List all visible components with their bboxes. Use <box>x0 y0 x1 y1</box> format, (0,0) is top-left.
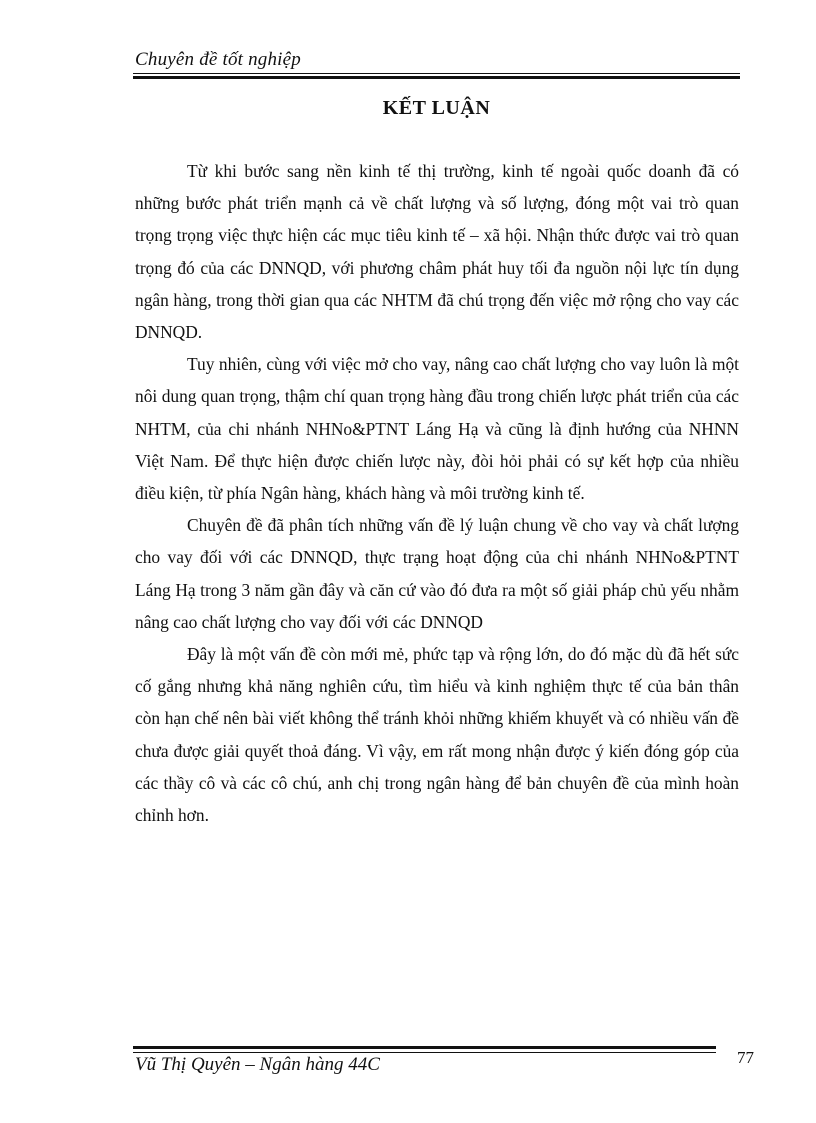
page-number: 77 <box>737 1048 754 1067</box>
page-heading: KẾT LUẬN <box>382 97 491 119</box>
footer-divider-thin <box>133 1052 716 1053</box>
paragraph-3: Chuyên đề đã phân tích những vấn đề lý luận chung về cho vay và chất lượng cho vay đối với các DNNQD, thực trạng hoạt động của chi nhánh NHNo&PTNT Láng Hạ trong 3 năm gần đây và căn cứ vào đó đưa ra một số giải pháp chủ yếu nhằm nâng cao chất lượng cho vay đối với các DNNQD <box>135 515 739 632</box>
paragraph-1: Từ khi bước sang nền kinh tế thị trường, kinh tế ngoài quốc doanh đã có những bước phát triển mạnh cả về chất lượng và số lượng, đóng một vai trò quan trọng trọng việc thực hiện các mục tiêu kinh tế – xã hội. Nhận thức được vai trò quan trọng đó của các DNNQD, với phương châm phát huy tối đa nguồn nội lực tín dụng ngân hàng, trong thời gian qua các NHTM đã chú trọng đến việc mở rộng cho vay các DNNQD. <box>135 161 739 343</box>
footer-divider-thick <box>133 1046 716 1049</box>
footer-author: Vũ Thị Quyên – Ngân hàng 44C <box>135 1054 380 1075</box>
paragraph-4: Đây là một vấn đề còn mới mẻ, phức tạp và rộng lớn, do đó mặc dù đã hết sức cố gắng nhưng khả năng nghiên cứu, tìm hiểu và kinh nghiệm thực tế của bản thân còn hạn chế nên bài viết không thể tránh khỏi những khiếm khuyết và có nhiều vấn đề chưa được giải quyết thoả đáng. Vì vậy, em rất mong nhận được ý kiến đóng góp của các thầy cô và các cô chú, anh chị trong ngân hàng để bản chuyên đề của mình hoàn chỉnh hơn. <box>135 644 739 826</box>
body-text <box>135 155 739 831</box>
header-divider-thick <box>133 76 740 79</box>
paragraph-2: Tuy nhiên, cùng với việc mở cho vay, nâng cao chất lượng cho vay luôn là một nôi dung quan trọng, thậm chí quan trọng hàng đầu trong chiến lược phát triển của các NHTM, của chi nhánh NHNo&PTNT Láng Hạ và cũng là định hướng của NHNN Việt Nam. Để thực hiện được chiến lược này, đòi hỏi phải có sự kết hợp của nhiều điều kiện, từ phía Ngân hàng, khách hàng và môi trường kinh tế. <box>135 354 739 504</box>
header-divider-thin <box>133 73 740 74</box>
header-title: Chuyên đề tốt nghiệp <box>135 49 301 70</box>
